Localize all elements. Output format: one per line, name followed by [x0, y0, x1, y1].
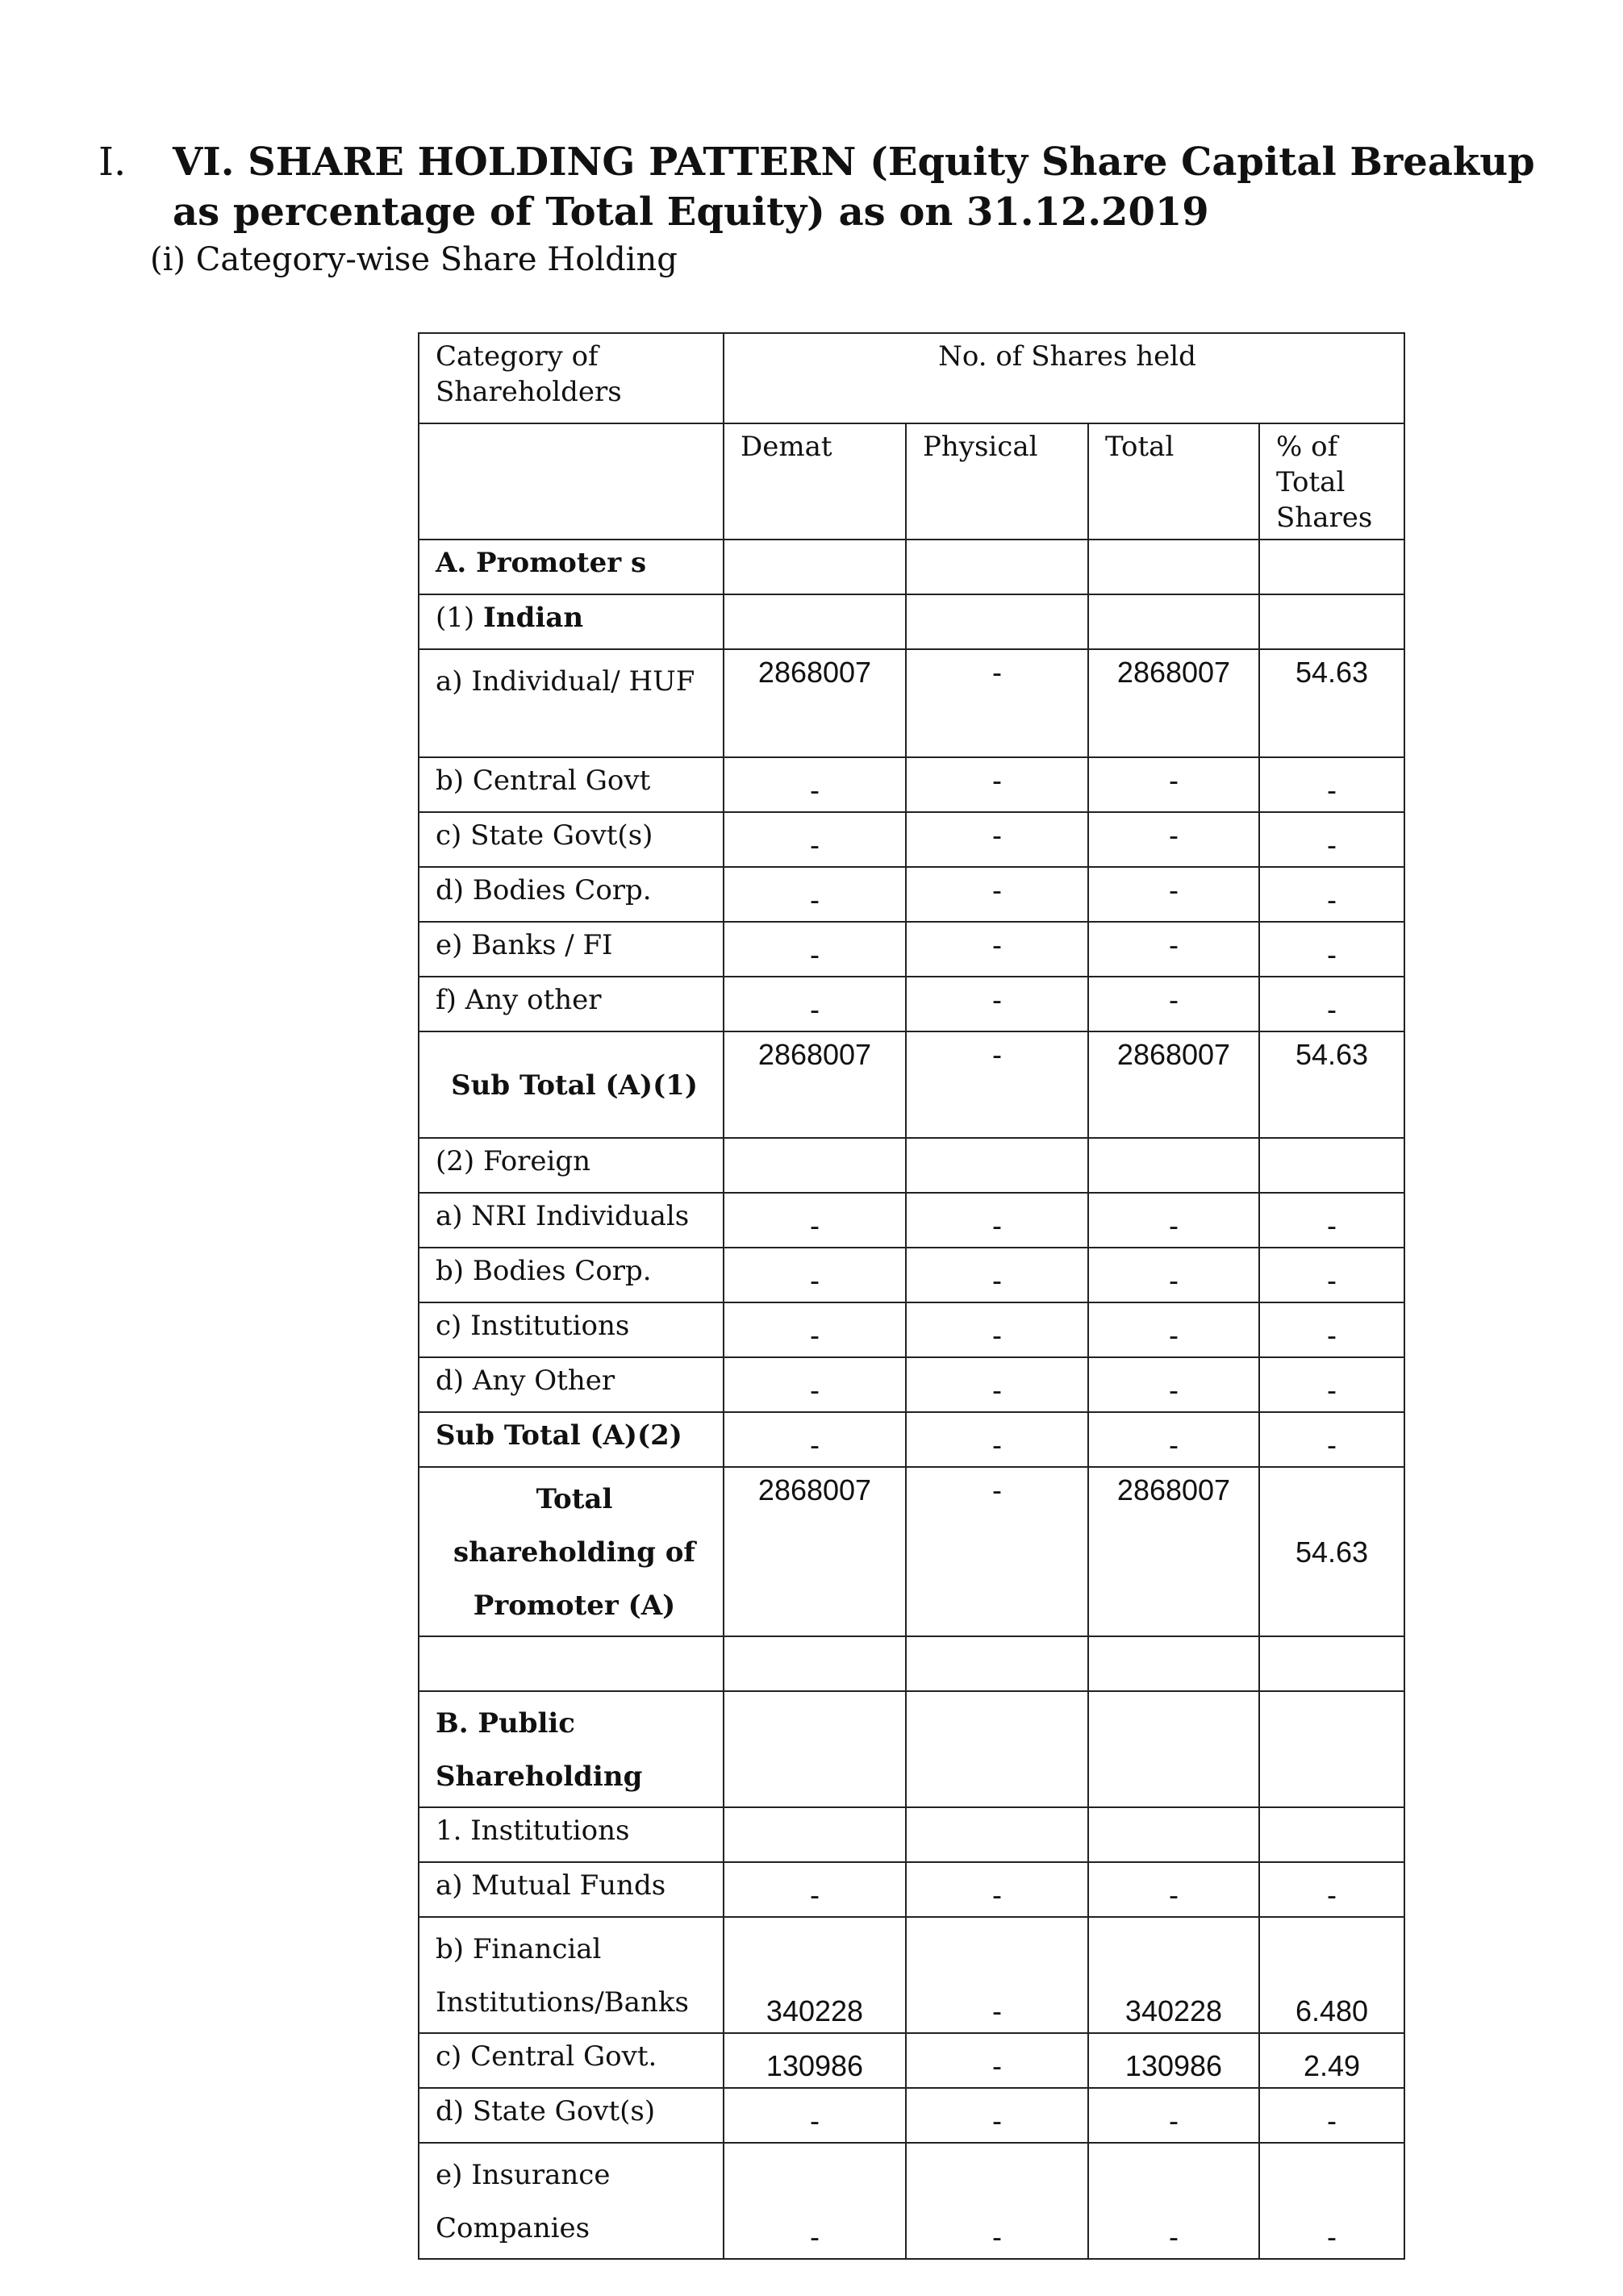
cell-physical: - [906, 1193, 1088, 1248]
cell-demat: - [724, 1357, 906, 1412]
table-row [419, 649, 1404, 757]
cell-percent: - [1259, 867, 1404, 922]
table-row [419, 812, 1404, 867]
cell-percent: 54.63 [1259, 1031, 1404, 1138]
cell-demat: 130986 [724, 2033, 906, 2088]
shareholding-table [418, 332, 1405, 2260]
cell-total: - [1088, 757, 1259, 812]
row-label-prefix: (1) [436, 602, 483, 634]
table-row [419, 594, 1404, 649]
cell-total: - [1088, 2143, 1259, 2259]
cell-physical: - [906, 757, 1088, 812]
header-physical: Physical [906, 423, 1088, 540]
cell-percent: - [1259, 977, 1404, 1031]
cell-total: 340228 [1088, 1917, 1259, 2033]
table-row [419, 1193, 1404, 1248]
cell-percent: - [1259, 757, 1404, 812]
row-label: a) NRI Individuals [419, 1193, 724, 1248]
row-label: b) Bodies Corp. [419, 1248, 724, 1302]
cell-total: - [1088, 1248, 1259, 1302]
table-row [419, 2033, 1404, 2088]
cell-percent [1259, 540, 1404, 594]
cell-demat: - [724, 1862, 906, 1917]
row-label: B. Public Shareholding [419, 1691, 724, 1807]
row-label [419, 1636, 724, 1691]
cell-total: 2868007 [1088, 1031, 1259, 1138]
cell-physical: - [906, 812, 1088, 867]
table-header-row [419, 333, 1404, 423]
cell-demat: 340228 [724, 1917, 906, 2033]
cell-total: - [1088, 922, 1259, 977]
cell-physical: - [906, 1412, 1088, 1467]
document-heading [98, 137, 1575, 237]
cell-total: - [1088, 2088, 1259, 2143]
row-label: e) Banks / FI [419, 922, 724, 977]
cell-demat [724, 594, 906, 649]
header-category: Category of Shareholders [419, 333, 724, 423]
cell-physical: - [906, 1862, 1088, 1917]
row-label: a) Mutual Funds [419, 1862, 724, 1917]
cell-demat: - [724, 2088, 906, 2143]
cell-percent: - [1259, 1193, 1404, 1248]
table-row [419, 757, 1404, 812]
cell-physical: - [906, 2088, 1088, 2143]
cell-demat: - [724, 2143, 906, 2259]
row-label: Sub Total (A)(2) [419, 1412, 724, 1467]
row-label: (2) Foreign [419, 1138, 724, 1193]
cell-physical: - [906, 2033, 1088, 2088]
cell-demat: - [724, 922, 906, 977]
cell-percent: - [1259, 2143, 1404, 2259]
cell-demat: - [724, 1302, 906, 1357]
row-label: d) Any Other [419, 1357, 724, 1412]
cell-demat: 2868007 [724, 649, 906, 757]
header-demat: Demat [724, 423, 906, 540]
cell-physical: - [906, 1248, 1088, 1302]
cell-physical [906, 540, 1088, 594]
cell-total [1088, 1807, 1259, 1862]
row-label: 1. Institutions [419, 1807, 724, 1862]
header-blank [419, 423, 724, 540]
cell-physical [906, 1636, 1088, 1691]
table-row [419, 2143, 1404, 2259]
row-label: Sub Total (A)(1) [419, 1031, 724, 1138]
cell-percent [1259, 1636, 1404, 1691]
row-label: c) Institutions [419, 1302, 724, 1357]
table-row [419, 1691, 1404, 1807]
cell-percent: - [1259, 1412, 1404, 1467]
cell-percent: 6.480 [1259, 1917, 1404, 2033]
row-label [419, 594, 724, 649]
cell-total: - [1088, 1302, 1259, 1357]
table-row [419, 540, 1404, 594]
cell-percent: - [1259, 2088, 1404, 2143]
row-label: Total shareholding of Promoter (A) [419, 1467, 724, 1636]
cell-total [1088, 1138, 1259, 1193]
table-row [419, 1031, 1404, 1138]
table-row [419, 1248, 1404, 1302]
header-shares-held: No. of Shares held [724, 333, 1404, 423]
cell-physical [906, 1691, 1088, 1807]
cell-percent [1259, 594, 1404, 649]
cell-total: - [1088, 1412, 1259, 1467]
cell-percent: - [1259, 1357, 1404, 1412]
cell-demat [724, 1636, 906, 1691]
cell-physical [906, 594, 1088, 649]
row-label: e) Insurance Companies [419, 2143, 724, 2259]
cell-percent: 2.49 [1259, 2033, 1404, 2088]
table-row [419, 922, 1404, 977]
table-row [419, 977, 1404, 1031]
table-row [419, 1302, 1404, 1357]
cell-demat [724, 1807, 906, 1862]
cell-total: - [1088, 867, 1259, 922]
cell-demat: - [724, 1412, 906, 1467]
cell-total: - [1088, 812, 1259, 867]
table-subheader-row [419, 423, 1404, 540]
row-label: d) State Govt(s) [419, 2088, 724, 2143]
cell-percent: 54.63 [1259, 649, 1404, 757]
row-label: b) Financial Institutions/Banks [419, 1917, 724, 2033]
section-subtitle: (i) Category-wise Share Holding [150, 241, 678, 278]
cell-demat: - [724, 1193, 906, 1248]
cell-total [1088, 1636, 1259, 1691]
section-numeral: I. [98, 140, 127, 185]
cell-total: 2868007 [1088, 1467, 1259, 1636]
row-label: d) Bodies Corp. [419, 867, 724, 922]
table-row [419, 1807, 1404, 1862]
table-row [419, 1636, 1404, 1691]
table-row [419, 1467, 1404, 1636]
cell-demat [724, 1138, 906, 1193]
cell-demat: - [724, 1248, 906, 1302]
table-row [419, 867, 1404, 922]
table-row [419, 1412, 1404, 1467]
cell-demat [724, 540, 906, 594]
cell-physical: - [906, 649, 1088, 757]
cell-percent: - [1259, 1302, 1404, 1357]
header-total: Total [1088, 423, 1259, 540]
cell-physical [906, 1138, 1088, 1193]
cell-physical: - [906, 1302, 1088, 1357]
cell-physical: - [906, 922, 1088, 977]
row-label-bold: Indian [482, 602, 584, 634]
row-label: c) State Govt(s) [419, 812, 724, 867]
cell-total: 2868007 [1088, 649, 1259, 757]
cell-percent [1259, 1807, 1404, 1862]
page-title: VI. SHARE HOLDING PATTERN (Equity Share Capital Breakup as percentage of Total Equity) as on 31.12.2019 [173, 140, 1535, 235]
table-row [419, 1862, 1404, 1917]
cell-percent: 54.63 [1259, 1467, 1404, 1636]
cell-demat: - [724, 757, 906, 812]
cell-physical: - [906, 1467, 1088, 1636]
header-percent: % of Total Shares [1259, 423, 1404, 540]
cell-percent [1259, 1691, 1404, 1807]
row-label: b) Central Govt [419, 757, 724, 812]
cell-percent: - [1259, 812, 1404, 867]
cell-percent: - [1259, 922, 1404, 977]
table-row [419, 1138, 1404, 1193]
cell-demat: - [724, 977, 906, 1031]
table-row [419, 1357, 1404, 1412]
cell-physical: - [906, 1917, 1088, 2033]
cell-demat: 2868007 [724, 1031, 906, 1138]
cell-demat: 2868007 [724, 1467, 906, 1636]
cell-physical: - [906, 977, 1088, 1031]
cell-total [1088, 1691, 1259, 1807]
cell-physical: - [906, 1031, 1088, 1138]
cell-total: 130986 [1088, 2033, 1259, 2088]
row-label: A. Promoter s [419, 540, 724, 594]
cell-physical: - [906, 867, 1088, 922]
row-label: c) Central Govt. [419, 2033, 724, 2088]
row-label: f) Any other [419, 977, 724, 1031]
cell-percent: - [1259, 1862, 1404, 1917]
cell-demat [724, 1691, 906, 1807]
cell-total: - [1088, 977, 1259, 1031]
cell-demat: - [724, 812, 906, 867]
row-label: a) Individual/ HUF [419, 649, 724, 757]
cell-total: - [1088, 1193, 1259, 1248]
cell-physical: - [906, 1357, 1088, 1412]
cell-total [1088, 540, 1259, 594]
table-row [419, 2088, 1404, 2143]
cell-physical [906, 1807, 1088, 1862]
cell-total: - [1088, 1862, 1259, 1917]
cell-physical: - [906, 2143, 1088, 2259]
table-row [419, 1917, 1404, 2033]
cell-percent [1259, 1138, 1404, 1193]
cell-demat: - [724, 867, 906, 922]
cell-total: - [1088, 1357, 1259, 1412]
cell-percent: - [1259, 1248, 1404, 1302]
cell-total [1088, 594, 1259, 649]
